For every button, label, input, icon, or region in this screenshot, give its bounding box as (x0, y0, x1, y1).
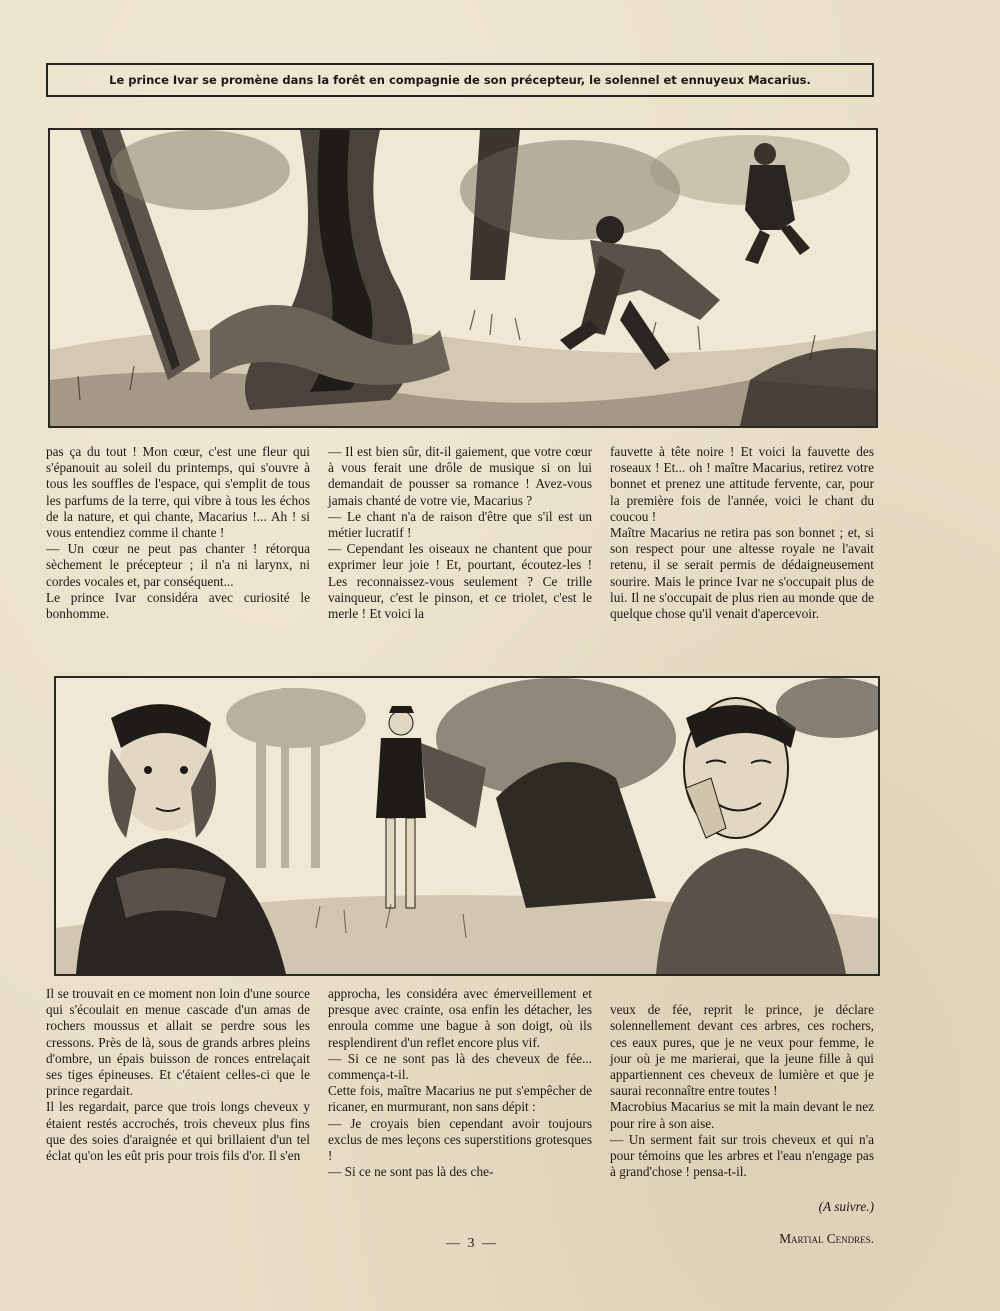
signature-line (610, 1182, 874, 1247)
to-follow-note: (A suivre.) (818, 1198, 874, 1214)
column-2: — Il est bien sûr, dit-il gaiement, que votre cœur à vous ferait une drôle de musique si on lui demandait de pousser sa romance ! Avez-vous jamais chanté de votre vie, Macarius ? — Le chant n'a de raison d'être que s'il est un métier lucratif ! — Cependant les oiseaux ne chantent que pour exprimer leur joie ! Et, pourtant, écoutez-les ! Les reconnaissez-vous seulement ? Ce trille vainqueur, c'est le pinson, et ce triolet, c'est le merle ! Et voici la (328, 444, 592, 622)
column-5: approcha, les considéra avec émerveillement et presque avec crainte, osa enfin les détacher, les enroula comme une bague à son doigt, où ils resplendirent d'un reflet encore plus vif. — Si ce ne sont pas là des cheveux de fée... commença-t-il. Cette fois, maître Macarius ne put s'empêcher de ricaner, en murmurant, non sans dépit : — Je croyais bien cependant avoir toujours exclus de mes leçons ces superstitions grotesques ! — Si ce ne sont pas là des che- (328, 986, 592, 1180)
column-4: Il se trouvait en ce moment non loin d'une source qui s'écoulait en menue cascade d'un amas de rochers moussus et allait se perdre sous les cressons. Près de là, sous de grands arbres pleins d'ombre, un épais buisson de ronces entrelaçait ses tiges épineuses. Et c'étaient celles-ci que le prince regardait. Il les regardait, parce que trois longs cheveux y étaient restés accrochés, trois cheveux plus fins que des soies d'araignée et qui brillaient d'un tel éclat qu'on les eût pris pour trois fils d'or. Il s'en (46, 986, 310, 1164)
illustration-top (48, 128, 878, 428)
text-section-2 (46, 986, 874, 1263)
caption-box (46, 63, 874, 97)
column-6 (610, 986, 874, 1263)
column-1: pas ça du tout ! Mon cœur, c'est une fleur qui s'épanouit au soleil du printemps, qui s'ouvre à tous les souffles de l'espace, qui s'emplit de tous les parfums de la terre, qui vibre à tous les échos de la nature, et qui chante, Macarius !... Ah ! si vous entendiez comme il chante ! — Un cœur ne peut pas chanter ! rétorqua sèchement le précepteur ; il n'a ni larynx, ni cordes vocales et, par conséquent... Le prince Ivar considéra avec curiosité le bonhomme. (46, 444, 310, 622)
prince-and-macarius-illustration (56, 678, 878, 974)
author-name: Martial Cendres. (779, 1231, 874, 1247)
illustration-bottom (54, 676, 880, 976)
text-section-1 (46, 444, 874, 622)
caption-text: Le prince Ivar se promène dans la forêt en compagnie de son précepteur, le solennel et ennuyeux Macarius. (109, 73, 811, 87)
page-number: — 3 — (446, 1236, 498, 1251)
column-6-text: veux de fée, reprit le prince, je déclare solennellement devant ces arbres, ces rochers, ces eaux pures, que je ne veux pour femme, le jour où je me marierai, que la jeune fille à qui appartiennent ces cheveux de lumière et que je saurai reconnaître entre toutes ! Macrobius Macarius se mit la main devant le nez pour rire à son aise. — Un serment fait sur trois cheveux et qui n'a pour témoins que les arbres et l'eau n'engage pas à grand'chose ! pensa-t-il. (610, 1002, 874, 1180)
forest-illustration (50, 130, 876, 426)
column-3: fauvette à tête noire ! Et voici la fauvette des roseaux ! Et... oh ! maître Macarius, retirez votre bonnet et prenez une attitude fervente, car, pour la première fois de l'année, voici le chant du coucou ! Maître Macarius ne retira pas son bonnet ; et, si son respect pour une altesse royale ne l'avait retenu, il se serait permis de dédaigneusement sourire. Mais le prince Ivar ne s'occupait plus de lui. Il ne s'occupait de plus rien au monde que de quelque chose qu'il venait d'apercevoir. (610, 444, 874, 622)
